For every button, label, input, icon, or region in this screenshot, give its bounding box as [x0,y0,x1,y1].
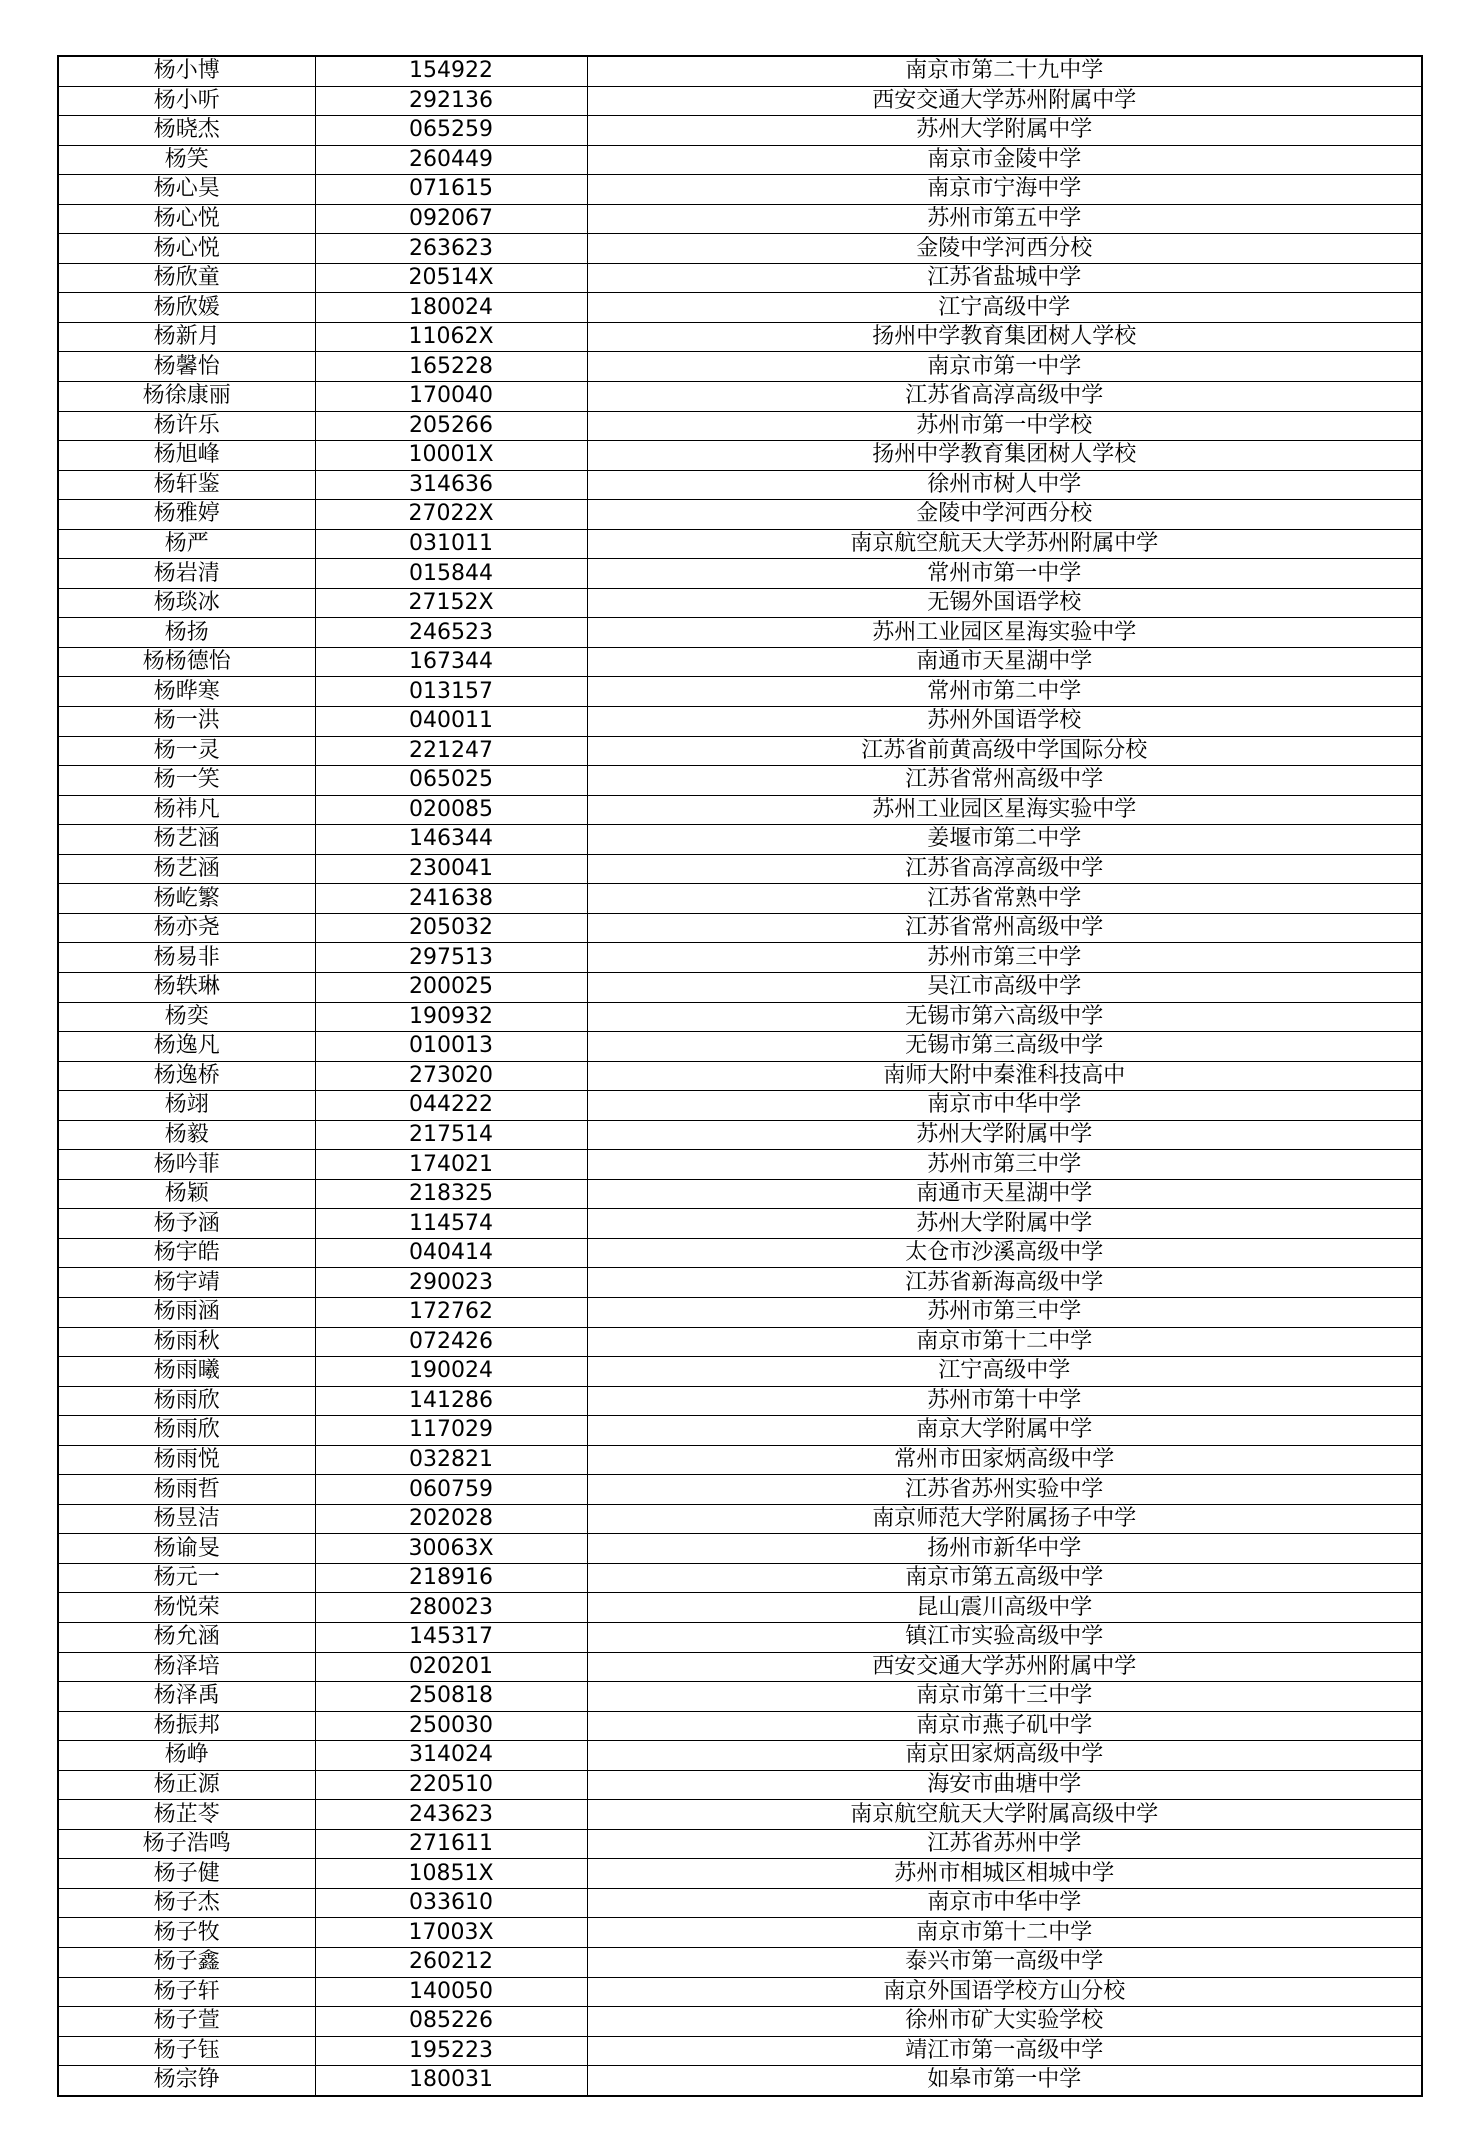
student-name-cell: 杨心悦 [58,234,315,264]
id-number-cell: 071615 [315,175,587,205]
school-name-cell: 南京市第二十九中学 [587,56,1422,86]
id-number-cell: 11062X [315,322,587,352]
school-name-cell: 金陵中学河西分校 [587,500,1422,530]
school-name-cell: 扬州市新华中学 [587,1534,1422,1564]
student-name-cell: 杨宗铮 [58,2066,315,2096]
school-name-cell: 南京市中华中学 [587,1888,1422,1918]
id-number-cell: 30063X [315,1534,587,1564]
id-number-cell: 154922 [315,56,587,86]
student-name-cell: 杨许乐 [58,411,315,441]
id-number-cell: 297513 [315,943,587,973]
student-name-cell: 杨轩鉴 [58,470,315,500]
id-number-cell: 221247 [315,736,587,766]
student-name-cell: 杨予涵 [58,1209,315,1239]
table-row [58,441,1422,471]
table-row [58,1002,1422,1032]
table-row [58,588,1422,618]
student-name-cell: 杨欣童 [58,263,315,293]
id-number-cell: 010013 [315,1032,587,1062]
school-name-cell: 靖江市第一高级中学 [587,2036,1422,2066]
table-row [58,1357,1422,1387]
school-name-cell: 金陵中学河西分校 [587,234,1422,264]
table-row [58,293,1422,323]
id-number-cell: 174021 [315,1150,587,1180]
table-row [58,913,1422,943]
student-name-cell: 杨晓杰 [58,116,315,146]
table-row [58,1327,1422,1357]
student-name-cell: 杨子牧 [58,1918,315,1948]
id-number-cell: 314024 [315,1741,587,1771]
school-name-cell: 无锡市第六高级中学 [587,1002,1422,1032]
table-row [58,1888,1422,1918]
student-name-cell: 杨雨哲 [58,1475,315,1505]
table-row [58,1238,1422,1268]
table-row [58,1711,1422,1741]
school-name-cell: 南师大附中秦淮科技高中 [587,1061,1422,1091]
id-number-cell: 060759 [315,1475,587,1505]
school-name-cell: 江苏省苏州中学 [587,1829,1422,1859]
table-row [58,500,1422,530]
school-name-cell: 江苏省常熟中学 [587,884,1422,914]
id-number-cell: 10001X [315,441,587,471]
school-name-cell: 常州市第一中学 [587,559,1422,589]
school-name-cell: 苏州市第三中学 [587,1150,1422,1180]
school-name-cell: 海安市曲塘中学 [587,1770,1422,1800]
table-row [58,854,1422,884]
school-name-cell: 南京市燕子矶中学 [587,1711,1422,1741]
school-name-cell: 苏州大学附属中学 [587,1209,1422,1239]
table-row [58,470,1422,500]
id-number-cell: 218916 [315,1563,587,1593]
school-name-cell: 南京航空航天大学附属高级中学 [587,1800,1422,1830]
school-name-cell: 南京市宁海中学 [587,175,1422,205]
id-number-cell: 167344 [315,647,587,677]
table-row [58,1682,1422,1712]
id-number-cell: 170040 [315,382,587,412]
id-number-cell: 246523 [315,618,587,648]
table-row [58,1120,1422,1150]
table-body [58,56,1422,2096]
table-row [58,2036,1422,2066]
school-name-cell: 西安交通大学苏州附属中学 [587,86,1422,116]
school-name-cell: 苏州大学附属中学 [587,1120,1422,1150]
school-name-cell: 南通市天星湖中学 [587,1179,1422,1209]
table-row [58,1504,1422,1534]
school-name-cell: 南京市金陵中学 [587,145,1422,175]
table-row [58,1800,1422,1830]
id-number-cell: 10851X [315,1859,587,1889]
school-name-cell: 苏州工业园区星海实验中学 [587,618,1422,648]
student-name-cell: 杨一灵 [58,736,315,766]
table-row [58,1091,1422,1121]
table-row [58,2066,1422,2096]
student-name-cell: 杨徐康丽 [58,382,315,412]
id-number-cell: 280023 [315,1593,587,1623]
table-row [58,795,1422,825]
student-name-cell: 杨子鑫 [58,1948,315,1978]
student-name-cell: 杨谕旻 [58,1534,315,1564]
student-roster-table [57,55,1423,2097]
student-name-cell: 杨笑 [58,145,315,175]
id-number-cell: 250030 [315,1711,587,1741]
id-number-cell: 260449 [315,145,587,175]
table-row [58,736,1422,766]
student-name-cell: 杨雨欣 [58,1416,315,1446]
student-name-cell: 杨轶琳 [58,972,315,1002]
student-name-cell: 杨小听 [58,86,315,116]
school-name-cell: 苏州市第一中学校 [587,411,1422,441]
student-name-cell: 杨一笑 [58,766,315,796]
school-name-cell: 南京市第十二中学 [587,1918,1422,1948]
student-name-cell: 杨艺涵 [58,825,315,855]
student-name-cell: 杨雨欣 [58,1386,315,1416]
table-row [58,1652,1422,1682]
school-name-cell: 如皋市第一中学 [587,2066,1422,2096]
school-name-cell: 江苏省高淳高级中学 [587,854,1422,884]
table-row [58,1268,1422,1298]
student-name-cell: 杨扬 [58,618,315,648]
id-number-cell: 020085 [315,795,587,825]
school-name-cell: 昆山震川高级中学 [587,1593,1422,1623]
table-row [58,86,1422,116]
id-number-cell: 250818 [315,1682,587,1712]
table-row [58,529,1422,559]
table-row [58,1829,1422,1859]
student-name-cell: 杨心昊 [58,175,315,205]
table-row [58,618,1422,648]
student-name-cell: 杨允涵 [58,1622,315,1652]
student-name-cell: 杨宇靖 [58,1268,315,1298]
school-name-cell: 常州市田家炳高级中学 [587,1445,1422,1475]
table-row [58,1475,1422,1505]
school-name-cell: 吴江市高级中学 [587,972,1422,1002]
student-name-cell: 杨雨曦 [58,1357,315,1387]
school-name-cell: 南京市第一中学 [587,352,1422,382]
school-name-cell: 江宁高级中学 [587,293,1422,323]
table-row [58,411,1422,441]
table-row [58,204,1422,234]
student-name-cell: 杨雨秋 [58,1327,315,1357]
student-name-cell: 杨翊 [58,1091,315,1121]
table-row [58,707,1422,737]
id-number-cell: 17003X [315,1918,587,1948]
id-number-cell: 117029 [315,1416,587,1446]
table-row [58,1977,1422,2007]
table-row [58,382,1422,412]
table-row [58,234,1422,264]
id-number-cell: 085226 [315,2007,587,2037]
student-name-cell: 杨小博 [58,56,315,86]
id-number-cell: 27152X [315,588,587,618]
student-name-cell: 杨吟菲 [58,1150,315,1180]
student-name-cell: 杨琰冰 [58,588,315,618]
id-number-cell: 065025 [315,766,587,796]
school-name-cell: 南京田家炳高级中学 [587,1741,1422,1771]
id-number-cell: 271611 [315,1829,587,1859]
school-name-cell: 常州市第二中学 [587,677,1422,707]
id-number-cell: 290023 [315,1268,587,1298]
school-name-cell: 泰兴市第一高级中学 [587,1948,1422,1978]
id-number-cell: 195223 [315,2036,587,2066]
table-row [58,1622,1422,1652]
student-name-cell: 杨雨悦 [58,1445,315,1475]
id-number-cell: 27022X [315,500,587,530]
student-name-cell: 杨祎凡 [58,795,315,825]
table-row [58,1445,1422,1475]
school-name-cell: 江苏省盐城中学 [587,263,1422,293]
student-name-cell: 杨子萱 [58,2007,315,2037]
id-number-cell: 218325 [315,1179,587,1209]
table-row [58,943,1422,973]
id-number-cell: 202028 [315,1504,587,1534]
student-name-cell: 杨子轩 [58,1977,315,2007]
student-name-cell: 杨泽禹 [58,1682,315,1712]
id-number-cell: 146344 [315,825,587,855]
id-number-cell: 020201 [315,1652,587,1682]
school-name-cell: 太仓市沙溪高级中学 [587,1238,1422,1268]
table-row [58,145,1422,175]
school-name-cell: 江苏省前黄高级中学国际分校 [587,736,1422,766]
id-number-cell: 040011 [315,707,587,737]
student-name-cell: 杨心悦 [58,204,315,234]
student-name-cell: 杨欣媛 [58,293,315,323]
table-row [58,1416,1422,1446]
table-row [58,1150,1422,1180]
school-name-cell: 苏州市第三中学 [587,943,1422,973]
school-name-cell: 南京市中华中学 [587,1091,1422,1121]
id-number-cell: 220510 [315,1770,587,1800]
school-name-cell: 南京航空航天大学苏州附属中学 [587,529,1422,559]
student-name-cell: 杨子健 [58,1859,315,1889]
id-number-cell: 044222 [315,1091,587,1121]
id-number-cell: 013157 [315,677,587,707]
student-name-cell: 杨子浩鸣 [58,1829,315,1859]
school-name-cell: 南京外国语学校方山分校 [587,1977,1422,2007]
student-name-cell: 杨雨涵 [58,1297,315,1327]
id-number-cell: 140050 [315,1977,587,2007]
table-row [58,1741,1422,1771]
student-name-cell: 杨亦尧 [58,913,315,943]
student-name-cell: 杨宇皓 [58,1238,315,1268]
school-name-cell: 南京市第十三中学 [587,1682,1422,1712]
school-name-cell: 江苏省新海高级中学 [587,1268,1422,1298]
school-name-cell: 南京大学附属中学 [587,1416,1422,1446]
school-name-cell: 江苏省常州高级中学 [587,913,1422,943]
student-name-cell: 杨峥 [58,1741,315,1771]
school-name-cell: 江苏省高淳高级中学 [587,382,1422,412]
table-row [58,1948,1422,1978]
school-name-cell: 苏州大学附属中学 [587,116,1422,146]
table-row [58,1859,1422,1889]
school-name-cell: 苏州外国语学校 [587,707,1422,737]
table-row [58,1179,1422,1209]
school-name-cell: 南京市第十二中学 [587,1327,1422,1357]
student-name-cell: 杨元一 [58,1563,315,1593]
school-name-cell: 徐州市树人中学 [587,470,1422,500]
school-name-cell: 江宁高级中学 [587,1357,1422,1387]
student-name-cell: 杨杨德怡 [58,647,315,677]
student-name-cell: 杨芷苓 [58,1800,315,1830]
student-name-cell: 杨逸桥 [58,1061,315,1091]
student-name-cell: 杨雅婷 [58,500,315,530]
school-name-cell: 南京师范大学附属扬子中学 [587,1504,1422,1534]
table-row [58,1297,1422,1327]
student-name-cell: 杨屹繁 [58,884,315,914]
id-number-cell: 145317 [315,1622,587,1652]
id-number-cell: 241638 [315,884,587,914]
student-name-cell: 杨悦荣 [58,1593,315,1623]
id-number-cell: 205266 [315,411,587,441]
school-name-cell: 无锡外国语学校 [587,588,1422,618]
id-number-cell: 243623 [315,1800,587,1830]
student-name-cell: 杨严 [58,529,315,559]
table-row [58,1563,1422,1593]
student-name-cell: 杨振邦 [58,1711,315,1741]
school-name-cell: 西安交通大学苏州附属中学 [587,1652,1422,1682]
id-number-cell: 031011 [315,529,587,559]
id-number-cell: 114574 [315,1209,587,1239]
school-name-cell: 扬州中学教育集团树人学校 [587,441,1422,471]
id-number-cell: 230041 [315,854,587,884]
student-name-cell: 杨奕 [58,1002,315,1032]
id-number-cell: 065259 [315,116,587,146]
table-row [58,352,1422,382]
table-row [58,1061,1422,1091]
student-name-cell: 杨馨怡 [58,352,315,382]
student-name-cell: 杨岩清 [58,559,315,589]
table-row [58,116,1422,146]
table-row [58,825,1422,855]
school-name-cell: 徐州市矿大实验学校 [587,2007,1422,2037]
table-row [58,1770,1422,1800]
student-name-cell: 杨子杰 [58,1888,315,1918]
table-row [58,322,1422,352]
id-number-cell: 190932 [315,1002,587,1032]
id-number-cell: 172762 [315,1297,587,1327]
id-number-cell: 032821 [315,1445,587,1475]
id-number-cell: 292136 [315,86,587,116]
school-name-cell: 苏州工业园区星海实验中学 [587,795,1422,825]
school-name-cell: 江苏省苏州实验中学 [587,1475,1422,1505]
student-name-cell: 杨毅 [58,1120,315,1150]
table-row [58,1032,1422,1062]
id-number-cell: 072426 [315,1327,587,1357]
student-name-cell: 杨一洪 [58,707,315,737]
student-name-cell: 杨逸凡 [58,1032,315,1062]
school-name-cell: 无锡市第三高级中学 [587,1032,1422,1062]
school-name-cell: 扬州中学教育集团树人学校 [587,322,1422,352]
table-row [58,2007,1422,2037]
table-row [58,175,1422,205]
id-number-cell: 20514X [315,263,587,293]
table-row [58,559,1422,589]
id-number-cell: 033610 [315,1888,587,1918]
table-row [58,263,1422,293]
school-name-cell: 南通市天星湖中学 [587,647,1422,677]
table-row [58,1534,1422,1564]
student-name-cell: 杨晔寒 [58,677,315,707]
student-name-cell: 杨泽培 [58,1652,315,1682]
id-number-cell: 180024 [315,293,587,323]
student-name-cell: 杨旭峰 [58,441,315,471]
id-number-cell: 141286 [315,1386,587,1416]
id-number-cell: 200025 [315,972,587,1002]
id-number-cell: 180031 [315,2066,587,2096]
id-number-cell: 015844 [315,559,587,589]
student-name-cell: 杨子钰 [58,2036,315,2066]
table-row [58,56,1422,86]
student-name-cell: 杨易非 [58,943,315,973]
student-name-cell: 杨颖 [58,1179,315,1209]
school-name-cell: 姜堰市第二中学 [587,825,1422,855]
id-number-cell: 165228 [315,352,587,382]
id-number-cell: 273020 [315,1061,587,1091]
table-row [58,1386,1422,1416]
id-number-cell: 190024 [315,1357,587,1387]
id-number-cell: 092067 [315,204,587,234]
id-number-cell: 205032 [315,913,587,943]
student-name-cell: 杨艺涵 [58,854,315,884]
id-number-cell: 263623 [315,234,587,264]
student-name-cell: 杨新月 [58,322,315,352]
table-row [58,1918,1422,1948]
id-number-cell: 314636 [315,470,587,500]
school-name-cell: 苏州市第三中学 [587,1297,1422,1327]
table-row [58,1209,1422,1239]
school-name-cell: 苏州市第五中学 [587,204,1422,234]
student-name-cell: 杨昱洁 [58,1504,315,1534]
id-number-cell: 040414 [315,1238,587,1268]
school-name-cell: 苏州市第十中学 [587,1386,1422,1416]
table-row [58,647,1422,677]
table-row [58,677,1422,707]
id-number-cell: 260212 [315,1948,587,1978]
school-name-cell: 苏州市相城区相城中学 [587,1859,1422,1889]
student-name-cell: 杨正源 [58,1770,315,1800]
table-row [58,884,1422,914]
school-name-cell: 镇江市实验高级中学 [587,1622,1422,1652]
table-row [58,766,1422,796]
id-number-cell: 217514 [315,1120,587,1150]
school-name-cell: 南京市第五高级中学 [587,1563,1422,1593]
school-name-cell: 江苏省常州高级中学 [587,766,1422,796]
table-row [58,1593,1422,1623]
table-row [58,972,1422,1002]
